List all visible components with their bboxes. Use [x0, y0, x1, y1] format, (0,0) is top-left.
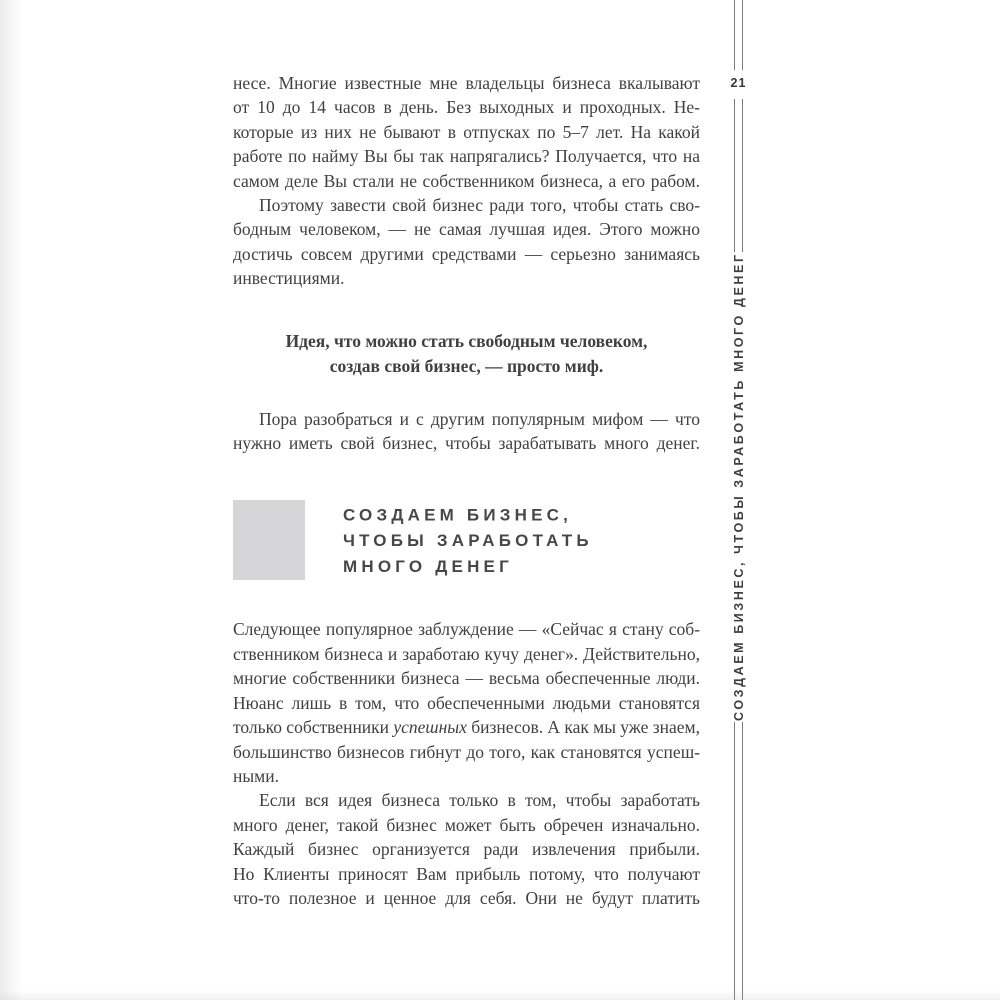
body-text-line: которые из них не бывают в отпусках по 5–7 лет. На какой [233, 121, 700, 142]
margin-double-rule-top [734, 0, 743, 70]
body-text-line: ственником бизнеса и заработаю кучу денег». Действительно, [233, 643, 700, 664]
pull-quote [233, 329, 700, 380]
paragraph-4 [233, 617, 700, 788]
paragraph-5 [233, 788, 700, 910]
margin-double-rule-bottom [734, 722, 743, 1000]
paragraph-1 [233, 71, 700, 193]
paragraph-3 [233, 407, 700, 456]
margin-double-rule-middle [734, 99, 743, 252]
body-text-line: Следующее популярное заблуждение — «Сейчас я стану соб- [233, 619, 700, 640]
section-heading-line: СОЗДАЕМ БИЗНЕС, [343, 506, 573, 525]
body-text-line: инвестициями. [233, 268, 345, 289]
pull-quote-line: Идея, что можно стать свободным человеком, [285, 330, 648, 351]
body-text-segment: только собственники [233, 717, 394, 738]
body-text-line: Пора разобраться и с другим популярным мифом — что [259, 408, 700, 429]
body-text-line: ными. [233, 765, 279, 786]
paragraph-2 [233, 193, 700, 291]
section-heading-block [233, 500, 700, 580]
body-text-line: от 10 до 14 часов в день. Без выходных и проходных. Не- [233, 97, 700, 118]
body-text-line: что-то полезное и ценное для себя. Они не будут платить [233, 887, 700, 908]
body-text-line: бодным человеком, — не самая лучшая идея. Этого можно [233, 219, 700, 240]
body-text-line: большинство бизнесов гибнут до того, как становятся успеш- [233, 741, 700, 762]
section-heading [343, 503, 593, 580]
main-text-column [233, 71, 700, 910]
body-text-line: достичь совсем другими средствами — серьезно занимаясь [233, 243, 700, 264]
pull-quote-line: создав свой бизнес, — просто миф. [329, 356, 604, 377]
body-text-line [233, 715, 700, 739]
body-text-line: многие собственники бизнеса — весьма обеспеченные люди. [233, 668, 700, 689]
italic-word: успешных [393, 717, 467, 738]
section-heading-line: ЧТОБЫ ЗАРАБОТАТЬ [343, 532, 593, 551]
body-text-line: Поэтому завести свой бизнес ради того, чтобы стать сво- [259, 195, 700, 216]
body-text-line: нужно иметь свой бизнес, чтобы зарабатывать много денег. [233, 433, 700, 454]
body-text-line: Нюанс лишь в том, что обеспеченными людьми становятся [233, 692, 700, 713]
chapter-marker-square [233, 500, 305, 580]
page-number: 21 [730, 76, 747, 90]
body-text-line: работе по найму Вы бы так напрягались? Получается, что на [233, 146, 700, 167]
body-text-segment: бизнесов. А как мы уже знаем, [466, 717, 700, 738]
body-text-line: Каждый бизнес организуется ради извлечения прибыли. [233, 839, 700, 860]
body-text-line: самом деле Вы стали не собственником бизнеса, а его рабом. [233, 170, 700, 191]
body-text-line: Если вся идея бизнеса только в том, чтобы заработать [259, 790, 700, 811]
body-text-line: Но Клиенты приносят Вам прибыль потому, что получают [233, 863, 700, 884]
body-text-line: много денег, такой бизнес может быть обречен изначально. [233, 814, 700, 835]
body-text-line: несе. Многие известные мне владельцы бизнеса вкалывают [233, 73, 700, 93]
section-heading-line: МНОГО ДЕНЕГ [343, 557, 513, 577]
sidebar-vertical-chapter-title: СОЗДАЕМ БИЗНЕС, ЧТОБЫ ЗАРАБОТАТЬ МНОГО ДЕНЕГ [732, 252, 746, 722]
